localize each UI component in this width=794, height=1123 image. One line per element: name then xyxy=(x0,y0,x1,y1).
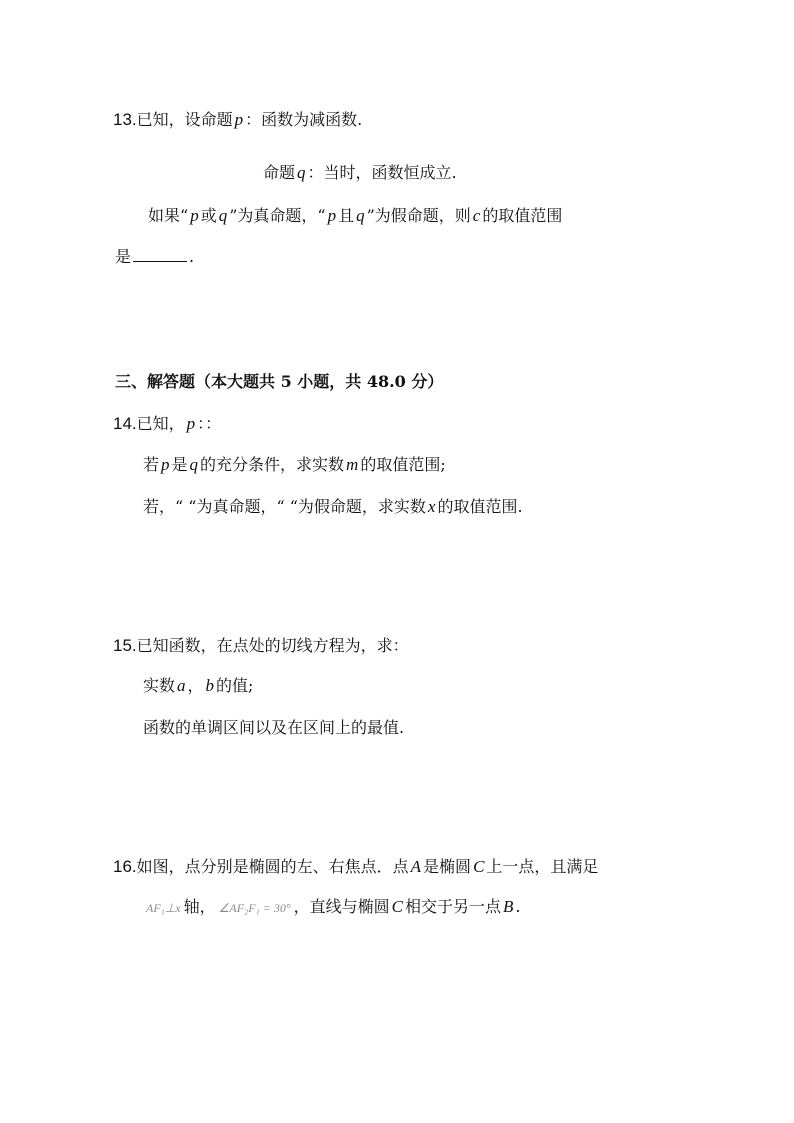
q13-text-3f: 的取值范围 xyxy=(482,206,563,225)
q15-var-a: a xyxy=(177,676,186,695)
q13-number: 13. xyxy=(113,110,137,129)
q15-line-3 xyxy=(143,718,404,738)
q13-text-2a: 命题 xyxy=(263,163,296,182)
q13-var-q-2: q xyxy=(218,206,228,225)
q16-var-a: A xyxy=(410,857,422,876)
q16-line-1 xyxy=(113,857,598,877)
q13-text-3b: 或 xyxy=(200,206,217,225)
q14-text-1b: ：： xyxy=(197,414,222,433)
q13-var-p-3: p xyxy=(327,206,337,225)
q13-text-3d: 且 xyxy=(338,206,355,225)
q13-text-1b: ：函数为减函数. xyxy=(245,110,363,129)
q13-line-4 xyxy=(115,247,194,267)
q13-text-3e: ”为假命题，则 xyxy=(366,206,471,225)
q13-var-q-3: q xyxy=(356,206,365,225)
q16-var-b: B xyxy=(503,897,514,916)
q16-var-c-2: C xyxy=(391,897,403,916)
q14-var-p: p xyxy=(186,414,196,433)
q15-text-3: 函数的单调区间以及在区间上的最值. xyxy=(143,718,405,737)
q16-number: 16. xyxy=(113,857,137,876)
q14-line-2 xyxy=(143,455,446,475)
q13-var-p-2: p xyxy=(190,206,199,225)
q14-text-2d: 的取值范围; xyxy=(360,455,446,474)
q14-number: 14. xyxy=(113,414,137,433)
q13-var-p: p xyxy=(234,110,244,129)
q15-text-1: 已知函数，在点处的切线方程为，求： xyxy=(136,636,409,655)
q16-var-c: C xyxy=(473,857,485,876)
q16-text-2a: 轴， xyxy=(183,897,216,916)
section-3-heading: 三、解答题（本大题共 5 小题，共 48.0 分） xyxy=(115,372,444,391)
q13-text-2b: ：当时，函数恒成立. xyxy=(307,163,457,182)
q16-text-2d: . xyxy=(515,897,521,916)
q14-var-p-2: p xyxy=(161,455,170,474)
q13-var-c: c xyxy=(472,206,481,225)
q14-text-2c: 的充分条件，求实数 xyxy=(200,455,345,474)
q14-line-1 xyxy=(113,414,221,434)
q15-line-2 xyxy=(143,676,253,696)
q15-text-2c: 的值; xyxy=(216,676,254,695)
q14-text-1a: 已知， xyxy=(136,414,185,433)
q14-text-3b: 的取值范围. xyxy=(437,497,523,516)
q14-line-3 xyxy=(143,497,523,517)
q14-var-x: x xyxy=(427,497,436,516)
q13-text-4a: 是 xyxy=(115,247,132,266)
q13-text-1a: 已知，设命题 xyxy=(136,110,233,129)
q16-text-1c: 上一点，且满足 xyxy=(486,857,599,876)
q14-text-2a: 若 xyxy=(143,455,160,474)
answer-blank xyxy=(133,247,187,262)
q13-text-3a: 如果“ xyxy=(148,206,189,225)
q13-var-q: q xyxy=(297,163,306,182)
q15-var-b: b xyxy=(205,676,215,695)
q13-line-2 xyxy=(263,163,457,183)
q15-text-2b: ， xyxy=(187,676,204,695)
q14-var-m: m xyxy=(346,455,359,474)
q14-text-2b: 是 xyxy=(171,455,188,474)
q15-number: 15. xyxy=(113,636,137,655)
q16-text-1b: 是椭圆 xyxy=(423,857,472,876)
q16-text-1a: 如图，点分别是椭圆的左、右焦点．点 xyxy=(136,857,409,876)
q15-text-2a: 实数 xyxy=(143,676,176,695)
q16-text-2b: ，直线与椭圆 xyxy=(293,897,390,916)
q16-math-angle-30: ∠AF₂F₁ = 30° xyxy=(218,901,291,915)
q16-text-2c: 相交于另一点 xyxy=(405,897,502,916)
q13-line-3 xyxy=(148,206,562,226)
q13-text-3c: ”为真命题，“ xyxy=(229,206,326,225)
q16-math-af1-perp-x: AF₁⊥x xyxy=(146,901,181,915)
q14-text-3a: 若，“ “为真命题，“ “为假命题，求实数 xyxy=(143,497,426,516)
q13-line-1 xyxy=(113,110,362,130)
q13-text-4b: . xyxy=(189,247,195,266)
q14-var-q: q xyxy=(189,455,199,474)
q15-line-1 xyxy=(113,636,409,656)
q16-line-2 xyxy=(143,897,521,918)
